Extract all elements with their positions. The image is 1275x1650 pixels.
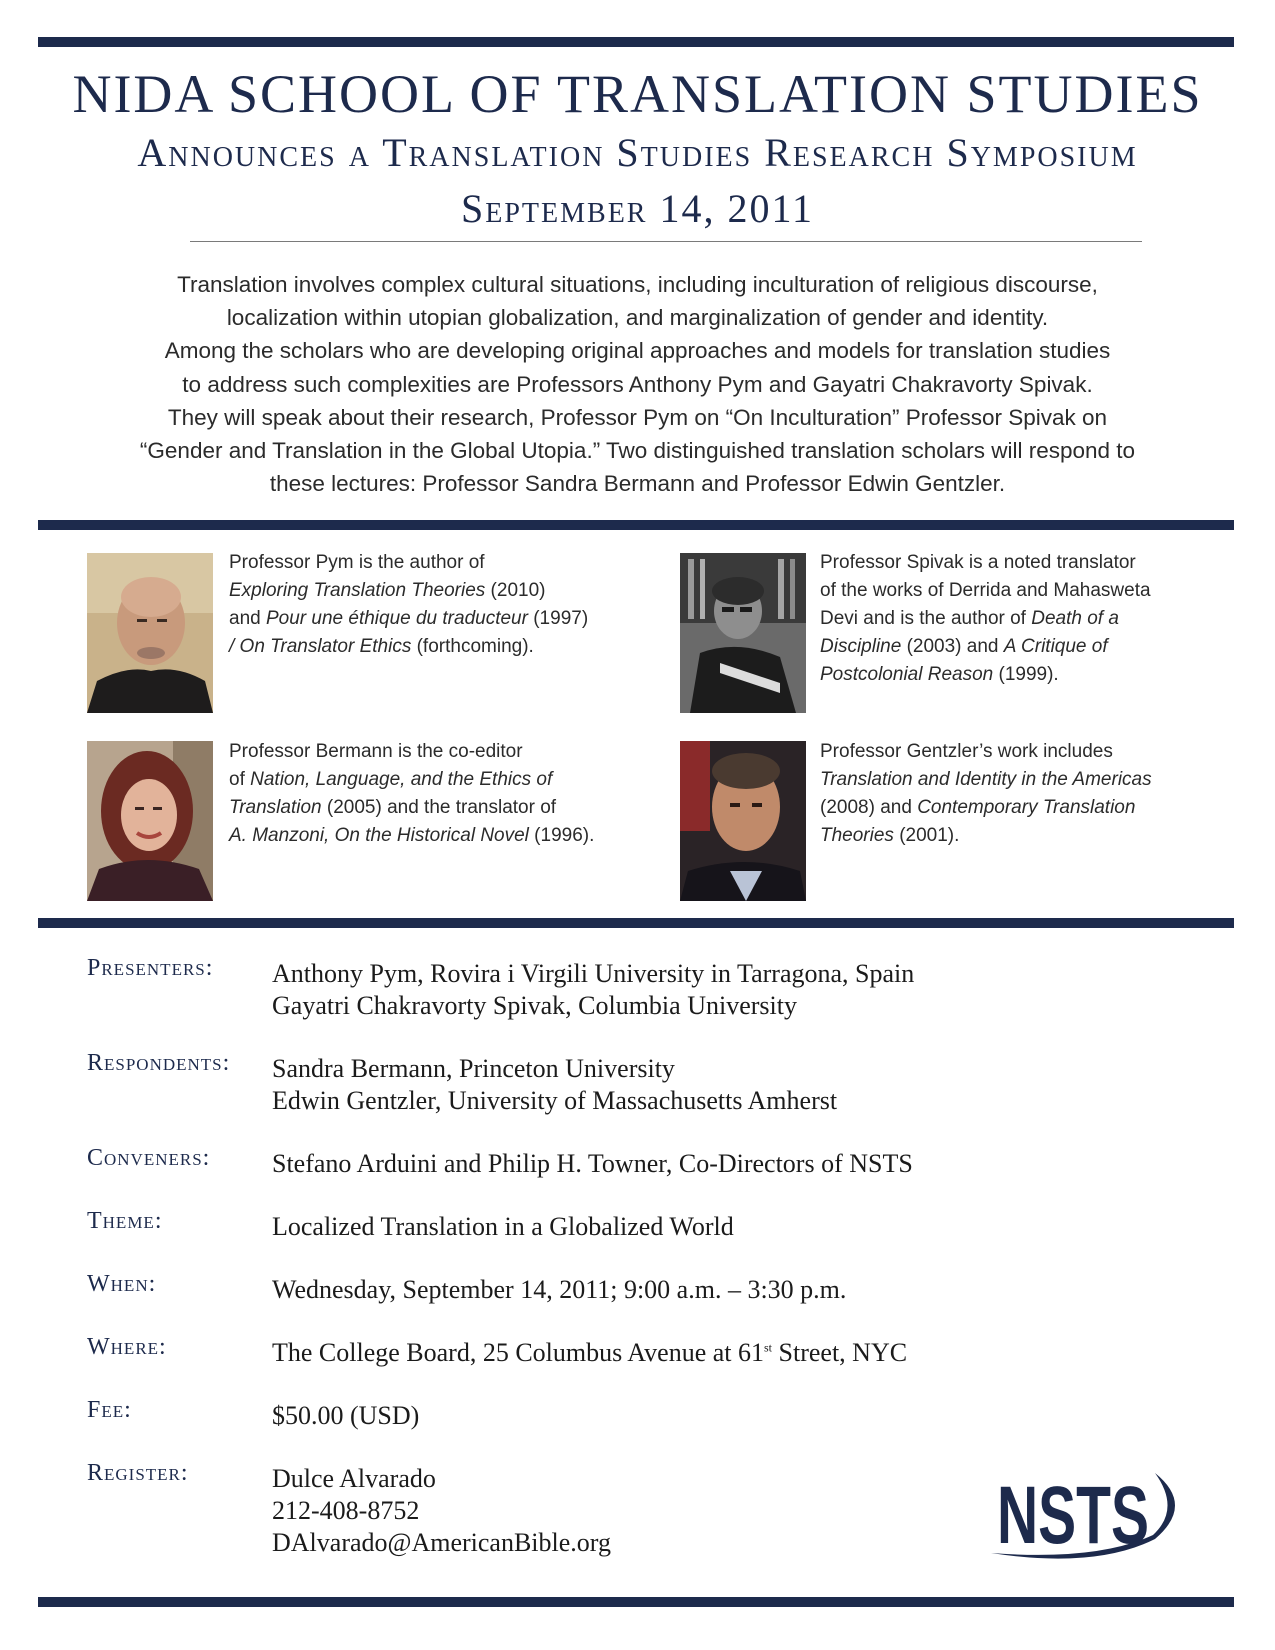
theme-value: Localized Translation in a Globalized World: [272, 1212, 734, 1241]
respondent-line: Edwin Gentzler, University of Massachusetts Amherst: [272, 1086, 838, 1115]
respondent-line: Sandra Bermann, Princeton University: [272, 1054, 675, 1083]
bio-line: Professor Pym is the author of: [229, 552, 485, 573]
intro-line: to address such complexities are Professors Anthony Pym and Gayatri Chakravorty Spivak.: [182, 371, 1093, 397]
fee-value: $50.00 (USD): [272, 1401, 420, 1430]
bio-line: [229, 577, 588, 605]
bio-line: [820, 822, 1152, 850]
bio-line: Professor Gentzler’s work includes: [820, 741, 1113, 762]
bio-text: (2001).: [893, 825, 960, 846]
book-title: Exploring Translation Theories: [229, 580, 486, 601]
conveners-label: Conveners:: [87, 1145, 211, 1171]
top-rule: [38, 37, 1234, 47]
bio-line: Professor Spivak is a noted translator: [820, 552, 1136, 573]
intro-line: these lectures: Professor Sandra Bermann and Professor Edwin Gentzler.: [269, 471, 1006, 497]
bio-text: (1997): [527, 608, 589, 629]
bio-line: [229, 766, 594, 794]
where-label: Where:: [87, 1334, 167, 1360]
book-title: Death of a: [1031, 608, 1119, 629]
conveners-value: Stefano Arduini and Philip H. Towner, Co-Directors of NSTS: [272, 1149, 913, 1178]
bio-text: of: [229, 769, 251, 790]
bio-text: and: [229, 608, 266, 629]
book-title: Postcolonial Reason: [820, 664, 994, 685]
bio-text: (2008) and: [820, 797, 918, 818]
bio-line: [229, 605, 588, 633]
page-subtitle: Announces a Translation Studies Research Symposium: [137, 130, 1138, 175]
presenter-line: Gayatri Chakravorty Spivak, Columbia University: [272, 991, 797, 1020]
intro-line: localization within utopian globalization, and marginalization of gender and identity.: [226, 305, 1049, 331]
bio-line: [820, 661, 1151, 689]
book-title: Contemporary Translation: [917, 797, 1136, 818]
pym-bio: [229, 549, 588, 661]
section-rule: [38, 918, 1234, 928]
bio-text: (2005) and the translator of: [321, 797, 557, 818]
contact-phone: 212-408-8752: [272, 1496, 420, 1525]
bio-line: [229, 794, 594, 822]
respondents-value: [272, 1053, 837, 1117]
section-rule: [38, 520, 1234, 530]
gentzler-bio: [820, 738, 1152, 850]
book-title: Translation and Identity in the Americas: [820, 769, 1152, 790]
bio-text: (forthcoming).: [411, 636, 534, 657]
bio-text: (2003) and: [901, 636, 1004, 657]
spivak-bio: [820, 549, 1151, 689]
bio-line: [229, 822, 594, 850]
book-title: A Critique of: [1003, 636, 1108, 657]
pym-photo: [87, 553, 213, 713]
register-label: Register:: [87, 1460, 189, 1486]
ordinal-suffix: st: [764, 1340, 773, 1355]
book-title: Theories: [820, 825, 894, 846]
bermann-photo: [87, 741, 213, 901]
intro-line: Among the scholars who are developing original approaches and models for translation studies: [164, 338, 1111, 364]
bio-line: [820, 605, 1151, 633]
book-title: Pour une éthique du traducteur: [265, 608, 528, 629]
book-title: Nation, Language, and the Ethics of: [250, 769, 553, 790]
gentzler-photo: [680, 741, 806, 901]
nsts-logo: [985, 1465, 1190, 1560]
respondents-label: Respondents:: [87, 1050, 231, 1076]
bio-line: [820, 633, 1151, 661]
book-title: A. Manzoni, On the Historical Novel: [229, 825, 529, 846]
contact-email[interactable]: DAlvarado@AmericanBible.org: [272, 1528, 611, 1557]
when-value: Wednesday, September 14, 2011; 9:00 a.m. – 3:30 p.m.: [272, 1275, 847, 1304]
bio-line: Professor Bermann is the co-editor: [229, 741, 523, 762]
intro-line: Translation involves complex cultural situations, including inculturation of religious discourse,: [177, 272, 1098, 297]
intro-line: They will speak about their research, Professor Pym on “On Inculturation” Professor Spivak on: [167, 404, 1108, 430]
bermann-bio: [229, 738, 594, 850]
fee-label: Fee:: [87, 1397, 132, 1423]
address-text: The College Board, 25 Columbus Avenue at 61: [272, 1338, 764, 1367]
presenter-line: Anthony Pym, Rovira i Virgili University in Tarragona, Spain: [272, 959, 915, 988]
where-value: [272, 1337, 907, 1369]
presenters-label: Presenters:: [87, 955, 214, 981]
spivak-photo: [680, 553, 806, 713]
bio-text: (1996).: [528, 825, 595, 846]
bio-line: [820, 766, 1152, 794]
intro-paragraph: [60, 268, 1215, 500]
bio-line: [229, 633, 588, 661]
book-title: / On Translator Ethics: [229, 636, 412, 657]
page-title: NIDA SCHOOL OF TRANSLATION STUDIES: [72, 64, 1203, 124]
bio-text: (1999).: [993, 664, 1059, 685]
bio-line: of the works of Derrida and Mahasweta: [820, 580, 1151, 601]
bottom-rule: [38, 1597, 1234, 1607]
book-title: Discipline: [820, 636, 902, 657]
bio-text: Devi and is the author of: [820, 608, 1032, 629]
bio-line: [820, 794, 1152, 822]
logo-text: NSTS: [997, 1470, 1149, 1561]
address-text: Street, NYC: [772, 1338, 908, 1367]
book-title: Translation: [229, 797, 322, 818]
contact-name: Dulce Alvarado: [272, 1464, 436, 1493]
bio-text: (2010): [485, 580, 546, 601]
event-date: September 14, 2011: [461, 186, 814, 231]
register-value: [272, 1463, 611, 1559]
presenters-value: [272, 958, 914, 1022]
intro-line: “Gender and Translation in the Global Utopia.” Two distinguished translation scholars will respond to: [139, 438, 1136, 464]
theme-label: Theme:: [87, 1208, 163, 1234]
where-line: [272, 1337, 907, 1369]
header-divider: [190, 241, 1142, 242]
when-label: When:: [87, 1271, 157, 1297]
